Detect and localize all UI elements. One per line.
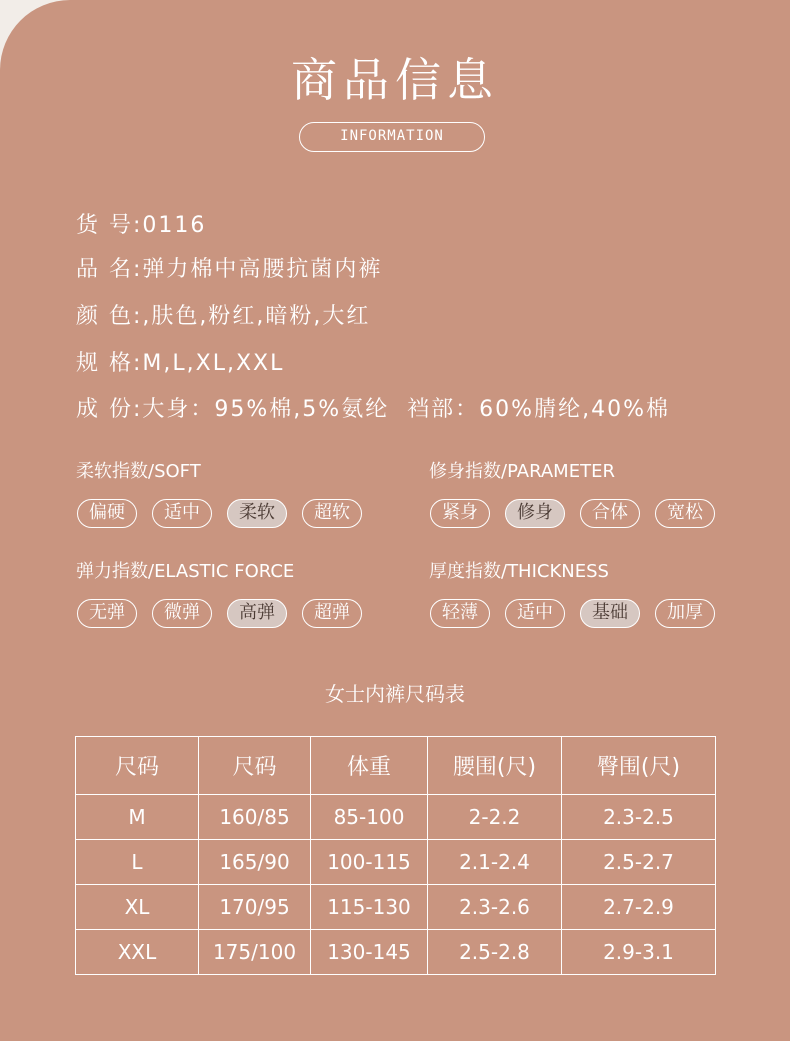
size-table bbox=[75, 736, 716, 975]
table-header-cell: 尺码 bbox=[76, 737, 199, 795]
info-value: 大身：95%棉,5%氨纶 裆部：60%腈纶,40%棉 bbox=[142, 397, 670, 422]
thickness-index-label: 厚度指数/THICKNESS bbox=[429, 561, 609, 582]
table-cell: 2.1-2.4 bbox=[428, 839, 562, 884]
table-cell: XXL bbox=[76, 929, 199, 974]
fit-index-label: 修身指数/PARAMETER bbox=[429, 461, 615, 482]
table-header-cell: 尺码 bbox=[199, 737, 311, 795]
elastic-option-super[interactable]: 超弹 bbox=[302, 599, 362, 628]
info-item-material bbox=[76, 392, 670, 423]
soft-index-options bbox=[77, 499, 362, 528]
elastic-option-high[interactable]: 高弹 bbox=[227, 599, 287, 628]
soft-option-medium[interactable]: 适中 bbox=[152, 499, 212, 528]
table-cell: 2.3-2.6 bbox=[428, 884, 562, 929]
table-row bbox=[76, 884, 716, 929]
thickness-option-medium[interactable]: 适中 bbox=[505, 599, 565, 628]
info-value: 0116 bbox=[142, 213, 207, 238]
table-header-row bbox=[76, 737, 716, 795]
fit-option-tight[interactable]: 紧身 bbox=[430, 499, 490, 528]
thickness-option-basic[interactable]: 基础 bbox=[580, 599, 640, 628]
elastic-index-options bbox=[77, 599, 362, 628]
info-value: ,肤色,粉红,暗粉,大红 bbox=[142, 304, 371, 329]
table-cell: 130-145 bbox=[311, 929, 428, 974]
info-label: 货 号: bbox=[76, 213, 143, 238]
subtitle-badge: INFORMATION bbox=[299, 122, 485, 152]
fit-index-options bbox=[430, 499, 715, 528]
table-row bbox=[76, 794, 716, 839]
table-cell: 2.3-2.5 bbox=[562, 794, 716, 839]
page-title: 商品信息 bbox=[291, 53, 499, 107]
table-cell: L bbox=[76, 839, 199, 884]
thickness-option-thick[interactable]: 加厚 bbox=[655, 599, 715, 628]
table-cell: 2.5-2.8 bbox=[428, 929, 562, 974]
table-cell: 160/85 bbox=[199, 794, 311, 839]
table-cell: 2-2.2 bbox=[428, 794, 562, 839]
info-label: 规 格: bbox=[76, 351, 143, 376]
info-value: 弹力棉中高腰抗菌内裤 bbox=[142, 257, 383, 282]
table-header-cell: 体重 bbox=[311, 737, 428, 795]
elastic-option-none[interactable]: 无弹 bbox=[77, 599, 137, 628]
info-label: 成 份: bbox=[76, 397, 143, 422]
table-cell: 115-130 bbox=[311, 884, 428, 929]
info-label: 品 名: bbox=[76, 257, 143, 282]
table-cell: 85-100 bbox=[311, 794, 428, 839]
thickness-option-thin[interactable]: 轻薄 bbox=[430, 599, 490, 628]
info-label: 颜 色: bbox=[76, 304, 143, 329]
fit-option-slim[interactable]: 修身 bbox=[505, 499, 565, 528]
fit-option-regular[interactable]: 合体 bbox=[580, 499, 640, 528]
fit-option-loose[interactable]: 宽松 bbox=[655, 499, 715, 528]
table-cell: 2.5-2.7 bbox=[562, 839, 716, 884]
info-item-number bbox=[76, 208, 206, 239]
table-row bbox=[76, 929, 716, 974]
table-cell: 2.7-2.9 bbox=[562, 884, 716, 929]
elastic-option-slight[interactable]: 微弹 bbox=[152, 599, 212, 628]
soft-option-soft[interactable]: 柔软 bbox=[227, 499, 287, 528]
soft-option-hard[interactable]: 偏硬 bbox=[77, 499, 137, 528]
soft-option-super-soft[interactable]: 超软 bbox=[302, 499, 362, 528]
size-table-title: 女士内裤尺码表 bbox=[325, 682, 465, 706]
table-cell: 165/90 bbox=[199, 839, 311, 884]
table-cell: 175/100 bbox=[199, 929, 311, 974]
info-value: M,L,XL,XXL bbox=[142, 351, 285, 376]
soft-index-label: 柔软指数/SOFT bbox=[76, 461, 201, 482]
table-header-cell: 腰围(尺) bbox=[428, 737, 562, 795]
table-cell: 100-115 bbox=[311, 839, 428, 884]
info-item-size bbox=[76, 346, 284, 377]
table-cell: 170/95 bbox=[199, 884, 311, 929]
thickness-index-options bbox=[430, 599, 715, 628]
table-cell: M bbox=[76, 794, 199, 839]
table-row bbox=[76, 839, 716, 884]
table-cell: 2.9-3.1 bbox=[562, 929, 716, 974]
table-header-cell: 臀围(尺) bbox=[562, 737, 716, 795]
table-cell: XL bbox=[76, 884, 199, 929]
info-item-color bbox=[76, 299, 370, 330]
info-item-name bbox=[76, 252, 382, 283]
elastic-index-label: 弹力指数/ELASTIC FORCE bbox=[76, 561, 295, 582]
